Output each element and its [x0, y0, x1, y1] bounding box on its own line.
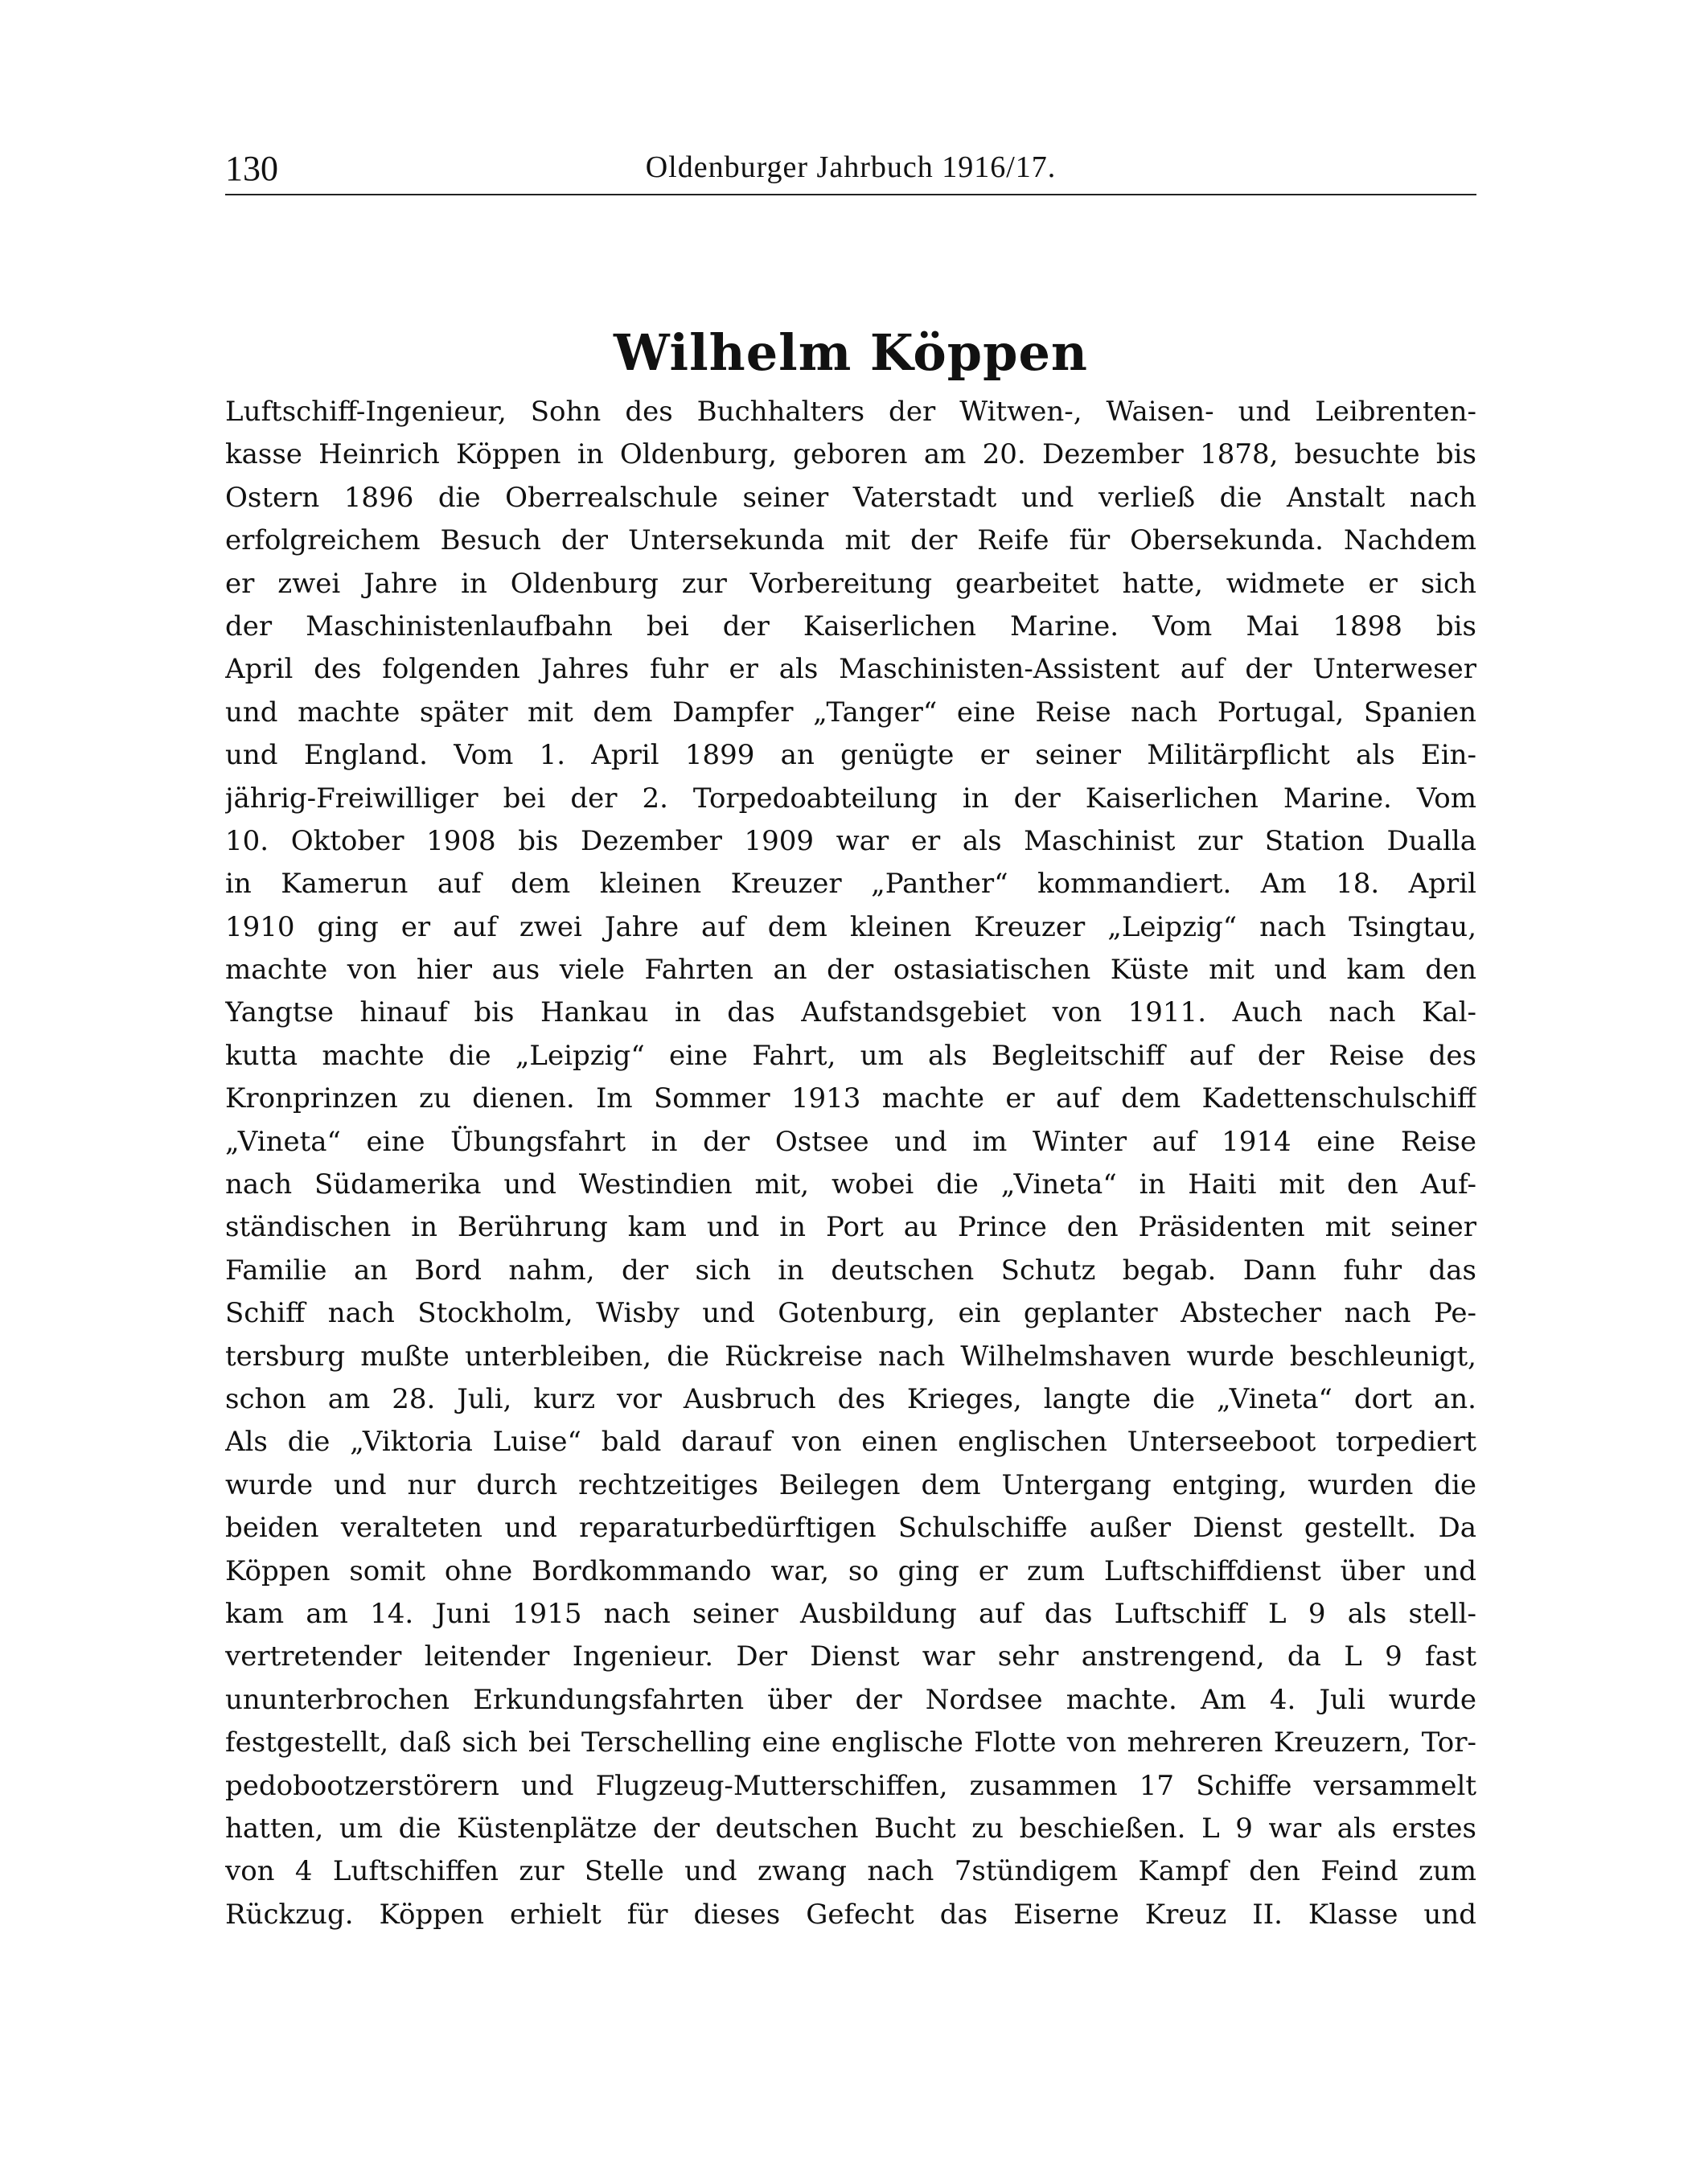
text-line: der Maschinistenlaufbahn bei der Kaiserlichen Marine. Vom Mai 1898 bis	[225, 610, 1476, 642]
text-line: Kronprinzen zu dienen. Im Sommer 1913 machte er auf dem Kadettenschulschiff	[225, 1082, 1476, 1115]
text-line: „Vineta“ eine Übungsfahrt in der Ostsee und im Winter auf 1914 eine Reise	[225, 1125, 1476, 1158]
text-line: Luftschiff-Ingenieur, Sohn des Buchhalters der Witwen-, Waisen- und Leibrenten-	[225, 396, 1476, 428]
text-line: Köppen somit ohne Bordkommando war, so ging er zum Luftschiffdienst über und	[225, 1554, 1476, 1587]
journal-title: Oldenburger Jahrbuch 1916/17.	[645, 150, 1057, 184]
text-line: festgestellt, daß sich bei Terschelling eine englische Flotte von mehreren Kreuzern, Tor-	[225, 1726, 1476, 1759]
text-line: kutta machte die „Leipzig“ eine Fahrt, um als Begleitschiff auf der Reise des	[225, 1039, 1476, 1072]
text-line: April des folgenden Jahres fuhr er als Maschinisten-Assistent auf der Unterweser	[225, 653, 1476, 686]
text-line: Als die „Viktoria Luise“ bald darauf von einen englischen Unterseeboot torpediert	[225, 1426, 1476, 1459]
text-line: 10. Oktober 1908 bis Dezember 1909 war er als Maschinist zur Station Dualla	[225, 824, 1476, 857]
text-line: vertretender leitender Ingenieur. Der Dienst war sehr anstrengend, da L 9 fast	[225, 1640, 1476, 1673]
text-line: Familie an Bord nahm, der sich in deutschen Schutz begab. Dann fuhr das	[225, 1254, 1476, 1287]
text-line: hatten, um die Küstenplätze der deutschen Bucht zu beschießen. L 9 war als erstes	[225, 1812, 1476, 1845]
text-line: und machte später mit dem Dampfer „Tanger“ eine Reise nach Portugal, Spanien	[225, 696, 1476, 729]
text-line: in Kamerun auf dem kleinen Kreuzer „Panther“ kommandiert. Am 18. April	[225, 868, 1476, 901]
text-line: 1910 ging er auf zwei Jahre auf dem kleinen Kreuzer „Leipzig“ nach Tsingtau,	[225, 910, 1476, 943]
text-line: kam am 14. Juni 1915 nach seiner Ausbildung auf das Luftschiff L 9 als stell-	[225, 1597, 1476, 1630]
article-title: Wilhelm Köppen	[613, 323, 1088, 382]
header-rule	[225, 194, 1476, 195]
text-line: und England. Vom 1. April 1899 an genügte er seiner Militärpflicht als Ein-	[225, 739, 1476, 772]
article-body	[225, 391, 1476, 1936]
text-line: er zwei Jahre in Oldenburg zur Vorbereitung gearbeitet hatte, widmete er sich	[225, 567, 1476, 600]
text-line: beiden veralteten und reparaturbedürftigen Schulschiffe außer Dienst gestellt. Da	[225, 1512, 1476, 1545]
text-line: Ostern 1896 die Oberrealschule seiner Vaterstadt und verließ die Anstalt nach	[225, 481, 1476, 514]
text-line: ununterbrochen Erkundungsfahrten über der Nordsee machte. Am 4. Juli wurde	[225, 1683, 1476, 1716]
text-line: kasse Heinrich Köppen in Oldenburg, geboren am 20. Dezember 1878, besuchte bis	[225, 438, 1476, 471]
text-line: Rückzug. Köppen erhielt für dieses Gefecht das Eiserne Kreuz II. Klasse und	[225, 1898, 1476, 1931]
text-line: wurde und nur durch rechtzeitiges Beilegen dem Untergang entging, wurden die	[225, 1468, 1476, 1501]
running-head	[225, 143, 1476, 191]
text-line: nach Südamerika und Westindien mit, wobei die „Vineta“ in Haiti mit den Auf-	[225, 1168, 1476, 1201]
text-line: machte von hier aus viele Fahrten an der ostasiatischen Küste mit und kam den	[225, 954, 1476, 987]
text-line: erfolgreichem Besuch der Untersekunda mit der Reife für Obersekunda. Nachdem	[225, 524, 1476, 557]
text-line: von 4 Luftschiffen zur Stelle und zwang nach 7stündigem Kampf den Feind zum	[225, 1855, 1476, 1888]
text-line: jährig-Freiwilliger bei der 2. Torpedoabteilung in der Kaiserlichen Marine. Vom	[225, 782, 1476, 815]
text-line: Schiff nach Stockholm, Wisby und Gotenburg, ein geplanter Abstecher nach Pe-	[225, 1297, 1476, 1330]
text-line: ständischen in Berührung kam und in Port au Prince den Präsidenten mit seiner	[225, 1211, 1476, 1244]
text-line: schon am 28. Juli, kurz vor Ausbruch des Krieges, langte die „Vineta“ dort an.	[225, 1382, 1476, 1415]
text-line: Yangtse hinauf bis Hankau in das Aufstandsgebiet von 1911. Auch nach Kal-	[225, 996, 1476, 1029]
text-line: pedobootzerstörern und Flugzeug-Mutterschiffen, zusammen 17 Schiffe versammelt	[225, 1769, 1476, 1802]
page-number: 130	[225, 149, 278, 188]
text-line: tersburg mußte unterbleiben, die Rückreise nach Wilhelmshaven wurde beschleunigt,	[225, 1340, 1476, 1373]
